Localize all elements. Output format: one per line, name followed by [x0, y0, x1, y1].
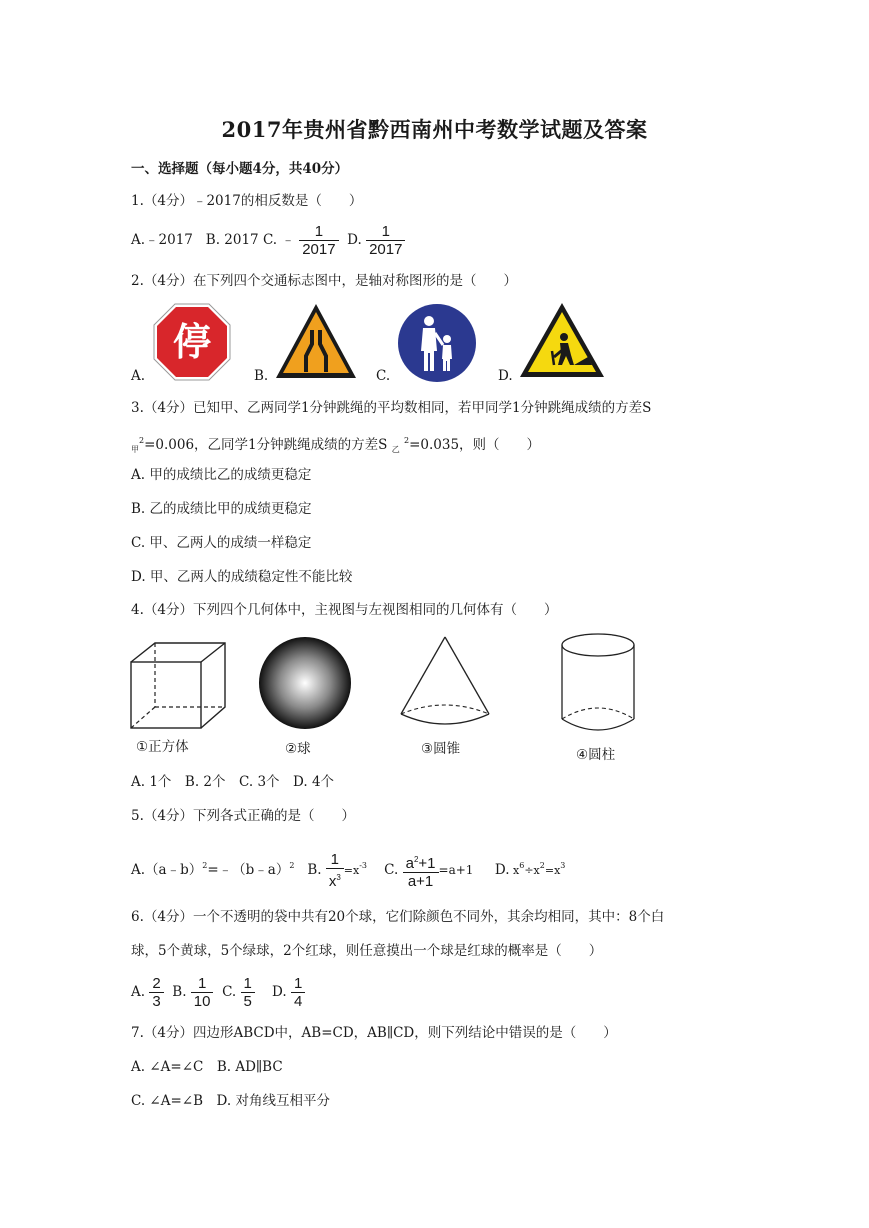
pedestrian-sign-icon: [397, 303, 477, 383]
cone-figure: [398, 634, 492, 728]
question-5-stem: 5.（4分）下列各式正确的是（ ）: [131, 808, 355, 824]
q6-option-a-label: A.: [131, 984, 146, 1000]
question-2-stem: 2.（4分）在下列四个交通标志图中，是轴对称图形的是（ ）: [131, 273, 517, 289]
q5-option-b-rhs: $=x^{-3}$: [343, 861, 367, 877]
q5-option-d: D. $x^6\div x^2=x^3$: [494, 861, 566, 878]
q2-label-c: C.: [376, 368, 391, 384]
question-6-stem-line1: 6.（4分）一个不透明的袋中共有20个球，它们除颜色不同外，其余均相同，其中：8个白: [131, 909, 665, 925]
question-6-stem-line2: 球，5个黄球，5个绿球，2个红球，则任意摸出一个球是红球的概率是（ ）: [131, 943, 603, 959]
caption-cylinder: ④圆柱: [576, 747, 616, 763]
q5-option-b-fraction: $\frac{1}{x^3}$: [326, 851, 344, 890]
section-heading: 一、选择题（每小题4分，共40分）: [131, 161, 349, 177]
caption-sphere: ②球: [285, 741, 311, 757]
cylinder-figure: [558, 631, 638, 735]
q6-option-b-label: B.: [172, 984, 187, 1000]
q3-sup-1: 2: [139, 436, 145, 445]
q6-option-d-fraction: $\frac{1}{4}$: [291, 975, 305, 1010]
q2-label-d: D.: [498, 368, 513, 384]
q1-option-b: B. 2017: [205, 232, 259, 248]
caption-cube: ①正方体: [136, 739, 189, 755]
question-3-stem-line2: [131, 432, 540, 459]
q1-option-c-fraction: $\frac{1}{2017}$: [299, 223, 338, 258]
q5-option-b-label: B.: [307, 862, 322, 878]
q6-option-a-fraction: $\frac{2}{3}$: [149, 975, 163, 1010]
question-5-options: [131, 846, 565, 891]
q6-option-c-label: C.: [222, 984, 237, 1000]
stop-sign-text: 停: [172, 320, 212, 364]
roadwork-warning-icon: [518, 301, 606, 379]
q6-option-c-fraction: $\frac{1}{5}$: [241, 975, 255, 1010]
q3-option-c: C. 甲、乙两人的成绩一样稳定: [131, 535, 312, 551]
road-narrows-warning-icon: [274, 302, 358, 380]
q2-label-b: B.: [254, 368, 269, 384]
q1-option-c-prefix: C. ﹣: [262, 232, 295, 248]
q7-options-ab: A. ∠A=∠C B. AD∥BC: [131, 1059, 283, 1075]
q3-option-d: D. 甲、乙两人的成绩稳定性不能比较: [131, 569, 353, 585]
q2-label-a: A.: [131, 368, 146, 384]
question-1-stem: 1.（4分）﹣2017的相反数是（ ）: [131, 193, 363, 209]
q5-option-a: A.（a﹣b）$^2$=﹣（b﹣a）$^2$: [131, 861, 295, 878]
question-4-options: A. 1个 B. 2个 C. 3个 D. 4个: [131, 774, 335, 790]
q3-sub-jia: 甲: [131, 445, 139, 454]
question-1-options: [131, 223, 405, 258]
q1-option-d-prefix: D.: [347, 232, 362, 248]
q3-option-a: A. 甲的成绩比乙的成绩更稳定: [131, 467, 312, 483]
cube-figure: [128, 640, 228, 732]
q1-option-d-fraction: $\frac{1}{2017}$: [366, 223, 405, 258]
q5-option-c-fraction: $\frac{a^2+1}{a+1}$: [403, 851, 439, 890]
q6-option-d-label: D.: [272, 984, 287, 1000]
page-title: 2017年贵州省黔西南州中考数学试题及答案: [221, 117, 648, 142]
question-3-stem-line1: 3.（4分）已知甲、乙两同学1分钟跳绳的平均数相同，若甲同学1分钟跳绳成绩的方差S: [131, 400, 652, 416]
q3-sub-yi: 乙: [391, 445, 400, 454]
q6-option-b-fraction: $\frac{1}{10}$: [191, 975, 214, 1010]
q3-option-b: B. 乙的成绩比甲的成绩更稳定: [131, 501, 312, 517]
q5-option-c-rhs: =a+1: [438, 863, 474, 877]
question-6-options: [131, 975, 305, 1010]
q3-line2-end: =0.035，则（ ）: [409, 437, 541, 453]
q1-option-a: A.﹣2017: [131, 232, 193, 248]
q7-options-cd: C. ∠A=∠B D. 对角线互相平分: [131, 1093, 330, 1109]
sphere-figure: [257, 635, 353, 731]
question-4-stem: 4.（4分）下列四个几何体中，主视图与左视图相同的几何体有（ ）: [131, 602, 558, 618]
question-7-stem: 7.（4分）四边形ABCD中，AB=CD，AB∥CD，则下列结论中错误的是（ ）: [131, 1025, 617, 1041]
q5-option-c-label: C.: [384, 862, 399, 878]
caption-cone: ③圆锥: [421, 741, 461, 757]
q3-line2-mid: =0.006，乙同学1分钟跳绳成绩的方差S: [144, 437, 388, 453]
q3-sup-2: 2: [403, 436, 410, 445]
stop-sign-icon: [152, 302, 232, 382]
